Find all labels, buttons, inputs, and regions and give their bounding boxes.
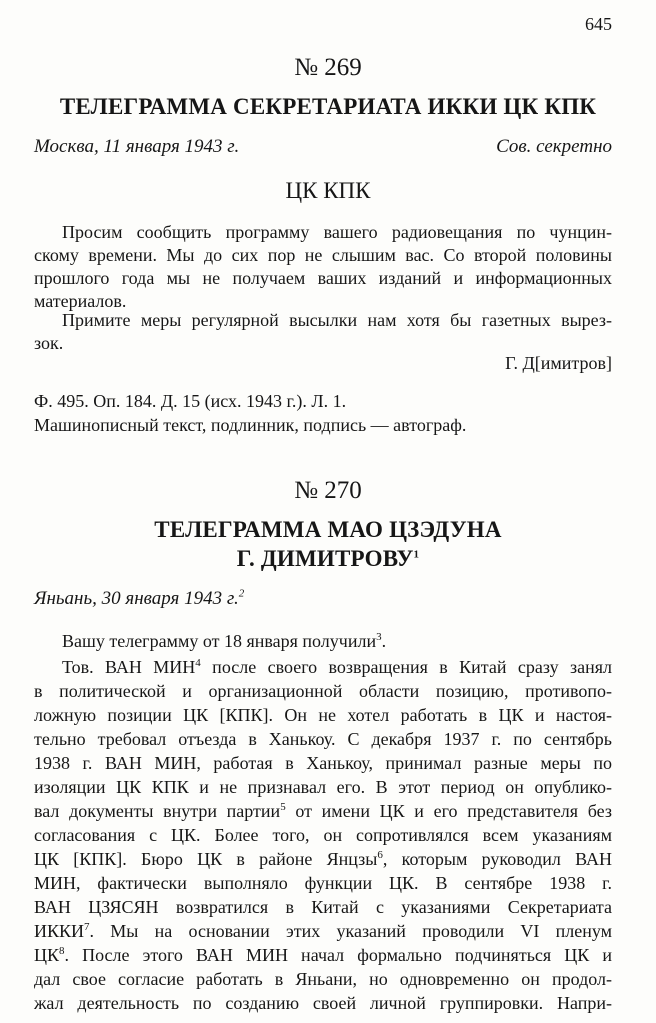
doc270-body-line: тельно требовал отъезда в Ханькоу. С декабря 1937 г. по сентябрь <box>34 729 612 749</box>
footnote-marker: 2 <box>238 587 245 600</box>
page-number: 645 <box>585 14 612 34</box>
footnote-marker: 6 <box>377 849 383 861</box>
doc269-body-line: зок. <box>34 333 64 353</box>
doc270-title-line2: Г. ДИМИТРОВУ$^1$ <box>236 546 420 571</box>
doc269-body-line: прошлого года мы не получаем ваших изданий и информационных <box>34 268 612 288</box>
doc269-place-date: Москва, 11 января 1943 г. <box>34 136 240 157</box>
doc270-body-line: Вашу телеграмму от 18 января получили$^3$. <box>62 631 387 651</box>
doc270-body-line: Тов. ВАН МИН$^4$ после своего возвращения в Китай сразу занял <box>62 657 612 677</box>
doc270-body-line: изоляции ЦК КПК и не признавал его. В этот период он опублико- <box>34 777 612 797</box>
doc270-body-line: МИН, фактически выполняло функции ЦК. В сентябре 1938 г. <box>34 873 612 893</box>
doc269-signature: Г. Д[имитров] <box>505 353 612 373</box>
doc270-number: № 270 <box>294 477 362 504</box>
footnote-marker: 5 <box>280 801 286 813</box>
doc270-body-line: согласования с ЦК. Более того, он сопротивлялся всем указаниям <box>34 825 612 845</box>
doc270-body-line: ИККИ$^7$. Мы на основании этих указаний проводили VI пленум <box>34 921 612 941</box>
doc269-body-line: Просим сообщить программу вашего радиовещания по чунцин- <box>62 222 612 242</box>
doc269-classification: Сов. секретно <box>496 136 612 157</box>
footnote-marker: 3 <box>376 631 382 643</box>
doc269-addressee: ЦК КПК <box>285 178 371 203</box>
doc270-place-date: Яньань, 30 января 1943 г.$^2$ <box>34 587 245 609</box>
doc269-body-line: материалов. <box>34 291 127 311</box>
doc270-body-line: ВАН ЦЗЯСЯН возвратился в Китай с указаниями Секретариата <box>34 897 612 917</box>
doc270-body-line: $ЦК^8$. После этого ВАН МИН начал формально подчиняться ЦК и <box>34 945 612 965</box>
doc269-body-line: Примите меры регулярной высылки нам хотя бы газетных вырез- <box>62 310 612 330</box>
footnote-marker: 4 <box>195 657 201 669</box>
doc269-source-line: Ф. 495. Оп. 184. Д. 15 (исх. 1943 г.). Л. 1. <box>34 391 347 411</box>
doc270-body-line: дал свое согласие работать в Яньани, но одновременно он продол- <box>34 969 612 989</box>
doc270-body-line: ЦК [КПК]. Бюро ЦК в районе Янцзы$^6$, которым руководил ВАН <box>34 849 612 869</box>
footnote-marker: 8 <box>59 945 65 957</box>
footnote-marker: 1 <box>413 548 420 561</box>
doc270-title-line1: ТЕЛЕГРАММА МАО ЦЗЭДУНА <box>154 517 502 542</box>
doc269-number: № 269 <box>294 54 362 81</box>
footnote-marker: 7 <box>84 921 90 933</box>
doc269-body-line: скому времени. Мы до сих пор не слышим вас. Со второй половины <box>34 245 612 265</box>
doc270-body-line: вал документы внутри партии$^5$ от имени ЦК и его представителя без <box>34 801 612 821</box>
doc269-title: ТЕЛЕГРАММА СЕКРЕТАРИАТА ИККИ ЦК КПК <box>59 94 597 119</box>
doc270-body-line: ложную позиции ЦК [КПК]. Он не хотел работать в ЦК и настоя- <box>34 705 612 725</box>
doc270-body-line: в политической и организационной области позицию, противопо- <box>34 681 612 701</box>
doc270-body-line: жал деятельность по созданию своей личной группировки. Напри- <box>34 993 612 1013</box>
doc269-source-line: Машинописный текст, подлинник, подпись — автограф. <box>34 415 467 435</box>
doc270-body-line: 1938 г. ВАН МИН, работая в Ханькоу, принимал разные меры по <box>34 753 612 773</box>
